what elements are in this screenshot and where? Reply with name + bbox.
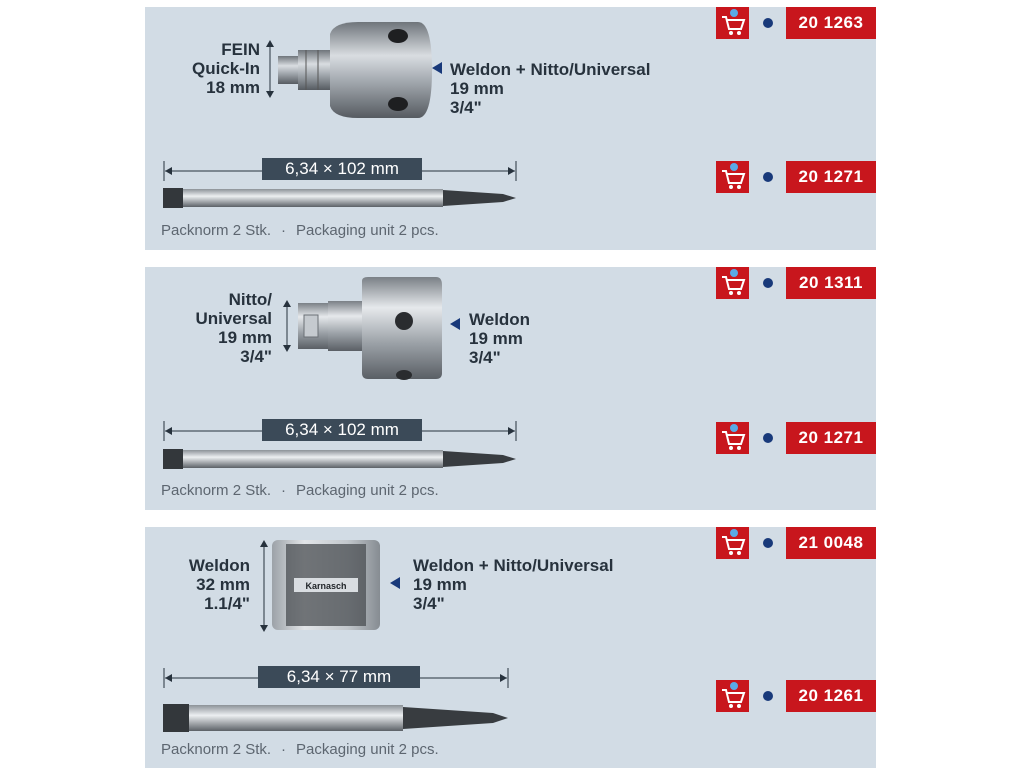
adapter-2-input-label: Nitto/ Universal 19 mm 3/4" bbox=[195, 290, 272, 366]
shopping-cart-icon bbox=[716, 680, 749, 712]
bullet-dot bbox=[763, 538, 773, 548]
adapter-1-height-dimension bbox=[264, 40, 276, 98]
pointer-triangle-icon bbox=[450, 318, 460, 330]
bullet-dot bbox=[763, 691, 773, 701]
pointer-triangle-icon bbox=[390, 577, 400, 589]
pin-2-image bbox=[163, 448, 517, 470]
article-number-badge: 20 1311 bbox=[786, 267, 876, 299]
packaging-info: Packnorm 2 Stk. · Packaging unit 2 pcs. bbox=[161, 741, 439, 758]
packaging-info: Packnorm 2 Stk. · Packaging unit 2 pcs. bbox=[161, 482, 439, 499]
shopping-cart-icon bbox=[716, 267, 749, 299]
adapter-1-input-label: FEIN Quick-In 18 mm bbox=[191, 40, 260, 97]
shopping-cart-icon bbox=[716, 161, 749, 193]
pin-1-image bbox=[163, 187, 517, 209]
shopping-cart-icon bbox=[716, 422, 749, 454]
article-number-badge: 20 1261 bbox=[786, 680, 876, 712]
pin-3-image bbox=[163, 703, 509, 733]
adapter-2-image bbox=[296, 277, 442, 381]
article-number-badge: 21 0048 bbox=[786, 527, 876, 559]
shopping-cart-icon bbox=[716, 7, 749, 39]
adapter-2-output-label: Weldon 19 mm 3/4" bbox=[469, 310, 531, 367]
article-number-badge: 20 1271 bbox=[786, 422, 876, 454]
adapter-3-input-label: Weldon 32 mm 1.1/4" bbox=[188, 556, 250, 613]
add-to-cart-button[interactable] bbox=[716, 680, 749, 712]
add-to-cart-button[interactable] bbox=[716, 527, 749, 559]
adapter-3-image bbox=[272, 538, 380, 632]
bullet-dot bbox=[763, 172, 773, 182]
article-number-badge: 20 1263 bbox=[786, 7, 876, 39]
add-to-cart-button[interactable] bbox=[716, 161, 749, 193]
adapter-1-output-label: Weldon + Nitto/Universal 19 mm 3/4" bbox=[450, 60, 651, 117]
adapter-3-brand-label: Karnasch bbox=[305, 581, 347, 591]
pointer-triangle-icon bbox=[432, 62, 442, 74]
pin-1-dimension-label: 6,34 × 102 mm bbox=[262, 158, 422, 180]
adapter-2-height-dimension bbox=[281, 300, 293, 352]
bullet-dot bbox=[763, 18, 773, 28]
add-to-cart-button[interactable] bbox=[716, 267, 749, 299]
article-number-badge: 20 1271 bbox=[786, 161, 876, 193]
shopping-cart-icon bbox=[716, 527, 749, 559]
bullet-dot bbox=[763, 278, 773, 288]
packaging-info: Packnorm 2 Stk. · Packaging unit 2 pcs. bbox=[161, 222, 439, 239]
adapter-3-output-label: Weldon + Nitto/Universal 19 mm 3/4" bbox=[413, 556, 614, 613]
pin-3-dimension-label: 6,34 × 77 mm bbox=[258, 666, 420, 688]
pin-2-dimension-label: 6,34 × 102 mm bbox=[262, 419, 422, 441]
add-to-cart-button[interactable] bbox=[716, 422, 749, 454]
adapter-3-height-dimension bbox=[258, 540, 270, 632]
add-to-cart-button[interactable] bbox=[716, 7, 749, 39]
bullet-dot bbox=[763, 433, 773, 443]
adapter-1-image bbox=[278, 22, 434, 118]
